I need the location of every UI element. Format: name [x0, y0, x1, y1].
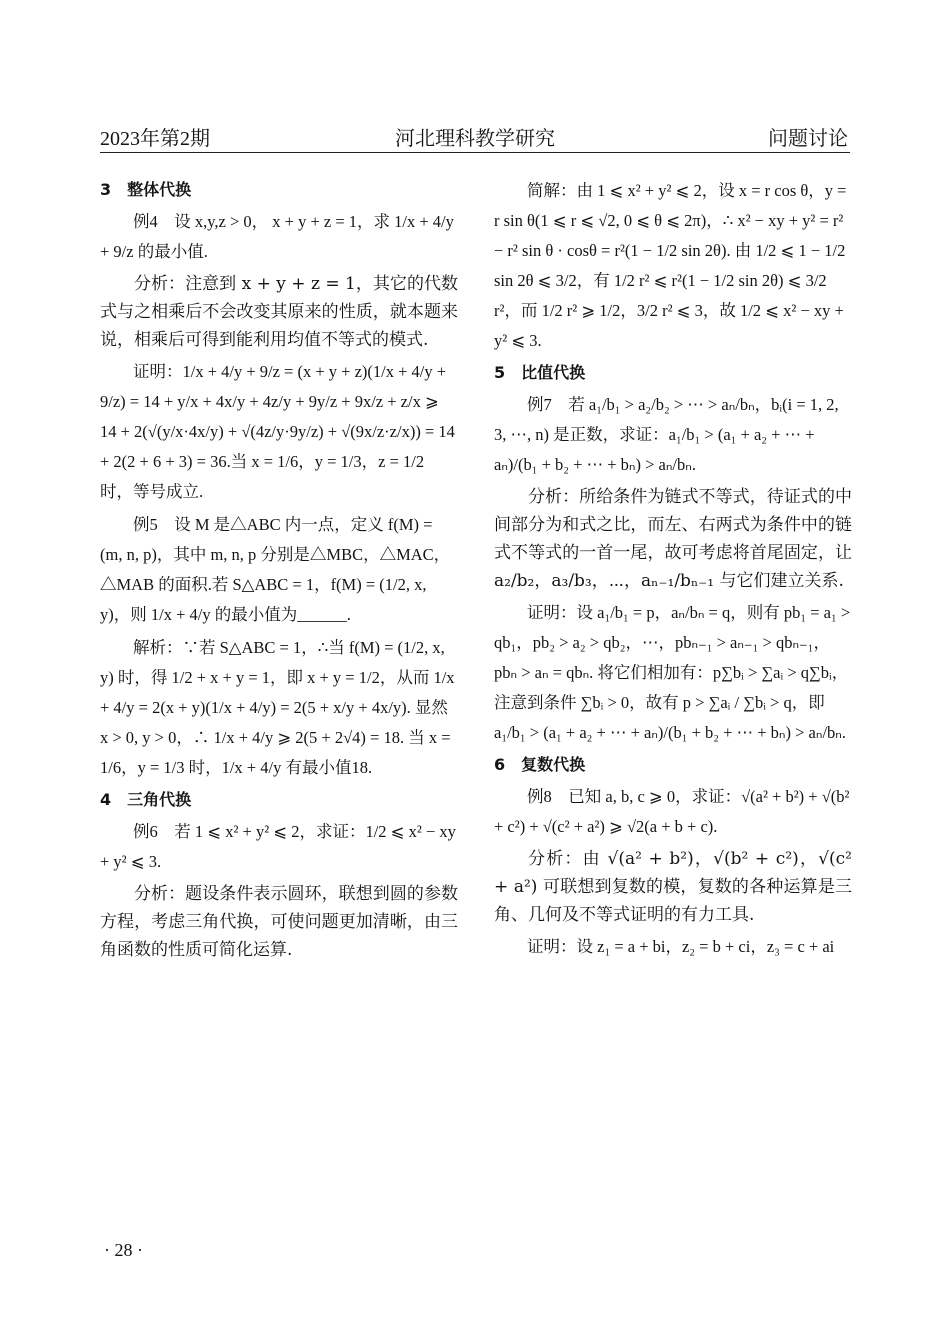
math-paragraph: 简解：由 1 ⩽ x² + y² ⩽ 2，设 x = r cos θ，y = r sin θ(1 ⩽ r ⩽ √2, 0 ⩽ θ ⩽ 2π)，∴ x² − xy + y² = r² − r² sin θ · cosθ = r²(1 − 1/2 sin 2θ). 由 1/2 ⩽ 1 − 1/2 sin 2θ ⩽ 3/2，有 1/2 r² ⩽ r²(1 − 1/2 sin 2θ) ⩽ 3/2 r²，而 1/2 r² ⩾ 1/2，3/2 r² ⩽ 3，故 1/2 ⩽ x² − xy + y² ⩽ 3.	[494, 181, 847, 350]
math-paragraph: 证明：1/x + 4/y + 9/z = (x + y + z)(1/x + 4/y + 9/z) = 14 + y/x + 4x/y + 4z/y + 9y/z + 9x/z + z/x ⩾ 14 + 2(√(y/x·4x/y) + √(4z/y·9y/z) + √(9x/z·z/x)) = 14 + 2(2 + 6 + 3) = 36.当 x = 1/6，y = 1/3，z = 1/2 时，等号成立.	[100, 362, 455, 501]
paragraph: 分析：所给条件为链式不等式，待证式的中间部分为和式之比，而左、右两式为条件中的链式不等式的一首一尾，故可考虑将首尾固定，让 a₂/b₂，a₃/b₃，⋯，aₙ₋₁/bₙ₋₁ 与它们建立关系.	[494, 487, 852, 591]
math-paragraph: 解析：∵若 S△ABC = 1，∴当 f(M) = (1/2, x, y) 时，得 1/2 + x + y = 1，即 x + y = 1/2，从而 1/x + 4/y = 2(x + y)(1/x + 4/y) = 2(5 + x/y + 4x/y). 显然 x > 0, y > 0，∴ 1/x + 4/y ⩾ 2(5 + 2√4) = 18. 当 x = 1/6，y = 1/3 时，1/x + 4/y 有最小值18.	[100, 638, 455, 777]
math-paragraph: 例7 若 a₁/b₁ > a₂/b₂ > ⋯ > aₙ/bₙ，bᵢ(i = 1, 2, 3, ⋯, n) 是正数，求证：a₁/b₁ > (a₁ + a₂ + ⋯ + aₙ)/(b₁ + b₂ + ⋯ + bₙ) > aₙ/bₙ.	[494, 395, 839, 474]
section-name: 问题讨论	[768, 128, 848, 150]
math-paragraph: 例8 已知 a, b, c ⩾ 0，求证：√(a² + b²) + √(b² + c²) + √(c² + a²) ⩾ √2(a + b + c).	[494, 787, 850, 836]
math-paragraph: 例4 设 x,y,z > 0， x + y + z = 1，求 1/x + 4/y + 9/z 的最小值.	[100, 212, 454, 261]
running-header	[100, 118, 850, 153]
math-paragraph: 例6 若 1 ⩽ x² + y² ⩽ 2，求证：1/2 ⩽ x² − xy + y² ⩽ 3.	[100, 822, 456, 871]
paragraph: 分析：由 √(a² + b²)，√(b² + c²)，√(c² + a²) 可联想到复数的模，复数的各种运算是三角、几何及不等式证明的有力工具.	[494, 849, 852, 925]
journal-title: 河北理科教学研究	[395, 128, 555, 150]
math-paragraph: 例5 设 M 是△ABC 内一点，定义 f(M) = (m, n, p)，其中 m, n, p 分别是△MBC，△MAC，△MAB 的面积.若 S△ABC = 1，f(M) = (1/2, x, y)，则 1/x + 4/y 的最小值为______.	[100, 515, 451, 624]
paragraph: 分析：题设条件表示圆环，联想到圆的参数方程，考虑三角代换，可使问题更加清晰，由三角函数的性质可简化运算.	[100, 884, 458, 960]
section-heading: 4 三角代换	[100, 790, 192, 809]
journal-issue: 2023年第2期	[100, 128, 210, 150]
page-number: · 28 ·	[104, 1240, 143, 1260]
math-paragraph: 证明：设 z₁ = a + bi，z₂ = b + ci，z₃ = c + ai	[527, 937, 835, 956]
section-heading: 5 比值代换	[494, 363, 586, 382]
section-heading: 3 整体代换	[100, 180, 192, 199]
paragraph: 分析：注意到 x + y + z = 1，其它的代数式与之相乘后不会改变其原来的性质，就本题来说，相乘后可得到能利用均值不等式的模式.	[100, 274, 458, 350]
left-column	[100, 176, 458, 967]
math-paragraph: 证明：设 a₁/b₁ = p，aₙ/bₙ = q，则有 pb₁ = a₁ > qb₁，pb₂ > a₂ > qb₂，⋯，pbₙ₋₁ > aₙ₋₁ > qbₙ₋₁，pbₙ > aₙ = qbₙ. 将它们相加有：p∑bᵢ > ∑aᵢ > q∑bᵢ，注意到条件 ∑bᵢ > 0，故有 p > ∑aᵢ / ∑bᵢ > q，即 a₁/b₁ > (a₁ + a₂ + ⋯ + aₙ)/(b₁ + b₂ + ⋯ + bₙ) > aₙ/bₙ.	[494, 603, 851, 742]
right-column	[494, 176, 852, 965]
section-heading: 6 复数代换	[494, 755, 586, 774]
